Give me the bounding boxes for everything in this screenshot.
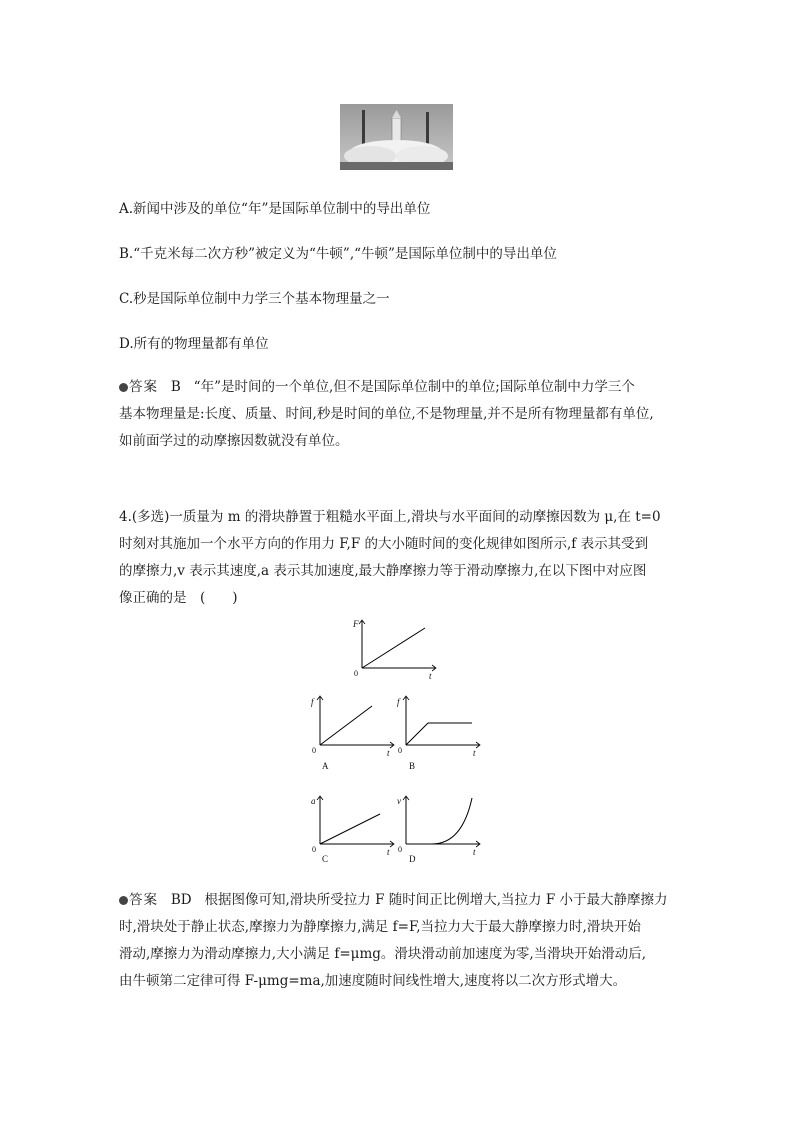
answer-badge-icon — [119, 896, 128, 905]
answer-explanation-1: 答案 B “年”是时间的一个单位,但不是国际单位制中的单位;国际单位制中力学三个 基本物理量是:长度、质量、时间,秒是时间的单位,不是物理量,并不是所有物理量都有单位, 如前面学过的动摩擦因数就没有单位。 — [119, 379, 654, 449]
svg-text:0: 0 — [354, 669, 358, 678]
svg-text:t: t — [473, 748, 476, 758]
option-a: A.新闻中涉及的单位“年”是国际单位制中的导出单位 — [119, 201, 431, 217]
graph-d — [394, 794, 484, 866]
answer-badge-icon — [119, 383, 128, 392]
graph-f-t — [350, 618, 440, 680]
graph-a — [308, 694, 398, 772]
option-c: C.秒是国际单位制中力学三个基本物理量之一 — [119, 291, 390, 307]
svg-text:a: a — [311, 796, 316, 806]
svg-text:C: C — [322, 854, 329, 864]
svg-text:D: D — [409, 854, 416, 864]
svg-text:f: f — [311, 697, 314, 707]
svg-text:t: t — [387, 748, 390, 758]
svg-text:0: 0 — [398, 845, 402, 854]
svg-text:t: t — [429, 671, 432, 680]
answer-explanation-2: 答案 BD 根据图像可知,滑块所受拉力 F 随时间正比例增大,当拉力 F 小于最大静摩擦力 时,滑块处于静止状态,摩擦力为静摩擦力,满足 f=F,当拉力大于最大静摩擦力时,滑块开始 滑动,摩擦力为滑动摩擦力,大小满足 f=μmg。滑块滑动前加速度为零,当滑块开始滑动后, 由牛顿第二定律可得 F-μmg=ma,加速度随时间线性增大,速度将以二次方形式增大。 — [119, 892, 668, 989]
svg-text:B: B — [409, 761, 416, 771]
option-d: D.所有的物理量都有单位 — [119, 336, 269, 352]
svg-text:v: v — [397, 796, 401, 806]
svg-text:t: t — [387, 847, 390, 857]
svg-text:0: 0 — [312, 746, 316, 755]
question-4: 4.(多选)一质量为 m 的滑块静置于粗糙水平面上,滑块与水平面间的动摩擦因数为 μ,在 t=0 时刻对其施加一个水平方向的作用力 F,F 的大小随时间的变化规律如图所示,f 表示其受到 的摩擦力,v 表示其速度,a 表示其加速度,最大静摩擦力等于滑动摩擦力,在以下图中对应图 像正确的是 ( ) — [119, 509, 661, 606]
graph-b — [394, 694, 484, 772]
svg-text:A: A — [322, 761, 329, 771]
svg-text:f: f — [397, 697, 400, 707]
svg-text:F: F — [353, 619, 359, 629]
option-b: B.“千克米每二次方秒”被定义为“牛顿”,“牛顿”是国际单位制中的导出单位 — [119, 246, 557, 262]
svg-text:t: t — [473, 847, 476, 857]
svg-text:0: 0 — [398, 746, 402, 755]
svg-text:0: 0 — [312, 845, 316, 854]
graph-c — [308, 794, 398, 866]
rocket-launch-photo — [340, 104, 453, 170]
